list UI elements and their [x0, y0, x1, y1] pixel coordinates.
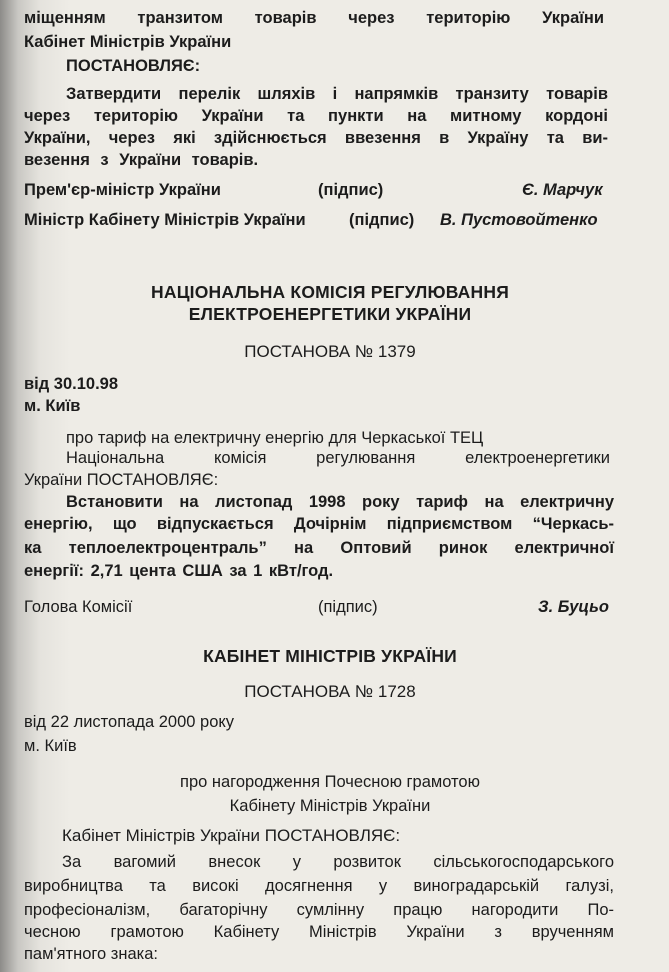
document-date: від 30.10.98: [24, 375, 119, 393]
organization-heading: НАЦІОНАЛЬНА КОМІСІЯ РЕГУЛЮВАННЯ: [151, 282, 509, 302]
signature-mark: (підпис): [318, 181, 384, 199]
paragraph-line: енергію, що відпускається Дочірнім підприємством “Черкась-: [24, 515, 614, 533]
signature-name: В. Пустовойтенко: [440, 211, 598, 229]
document-place: м. Київ: [24, 737, 77, 755]
paragraph-line: За вагомий внесок у розвиток сільськогосподарського: [62, 853, 614, 871]
signature-name: Є. Марчук: [522, 181, 603, 199]
signature-title: Міністр Кабінету Міністрів України: [24, 211, 306, 229]
paragraph-line: Затвердити перелік шляхів і напрямків транзиту товарів: [66, 85, 608, 103]
document-title: ПОСТАНОВА № 1379: [244, 342, 416, 361]
document-subject: про тариф на електричну енергію для Черкаської ТЕЦ: [66, 429, 484, 447]
paragraph-line: професіоналізм, багаторічну сумлінну працю нагородити По-: [24, 901, 614, 919]
paragraph-line: пам'ятного знака:: [24, 945, 158, 963]
signature-mark: (підпис): [349, 211, 415, 229]
paragraph-line: Встановити на листопад 1998 року тариф на електричну: [66, 493, 614, 511]
signature-title: Голова Комісії: [24, 598, 133, 616]
signature-name: З. Буцьо: [538, 598, 609, 616]
paragraph-line: України, через які здійснюється ввезення в Україну та ви-: [24, 129, 608, 147]
organization-heading: КАБІНЕТ МІНІСТРІВ УКРАЇНИ: [203, 646, 457, 666]
resolves-keyword: ПОСТАНОВЛЯЄ:: [66, 57, 201, 75]
paragraph-line: Національна комісія регулювання електроенергетики: [66, 449, 610, 467]
paragraph-line: енергії: 2,71 цента США за 1 кВт/год.: [24, 562, 334, 580]
signature-mark: (підпис): [318, 598, 378, 616]
organization-heading: ЕЛЕКТРОЕНЕРГЕТИКИ УКРАЇНИ: [188, 304, 472, 324]
paragraph-line: через територію України та пункти на митному кордоні: [24, 107, 608, 125]
paragraph-line: Кабінет Міністрів України ПОСТАНОВЛЯЄ:: [62, 826, 401, 845]
document-place: м. Київ: [24, 397, 81, 415]
document-subject: про нагородження Почесною грамотою: [180, 773, 480, 791]
paragraph-line: ка теплоелектроцентраль” на Оптовий ринок електричної: [24, 539, 614, 557]
document-subject: Кабінету Міністрів України: [229, 797, 431, 815]
document-date: від 22 листопада 2000 року: [24, 713, 235, 731]
paragraph-line: Кабінет Міністрів України: [24, 33, 232, 51]
paragraph-line: України ПОСТАНОВЛЯЄ:: [24, 471, 219, 489]
document-title: ПОСТАНОВА № 1728: [244, 682, 416, 701]
paragraph-line: міщенням транзитом товарів через територію України: [24, 9, 604, 27]
signature-title: Прем'єр-міністр України: [24, 181, 221, 199]
paragraph-line: чесною грамотою Кабінету Міністрів України з врученням: [24, 923, 614, 941]
paragraph-line: везення з України товарів.: [24, 151, 259, 169]
paragraph-line: виробництва та високі досягнення у виноградарській галузі,: [24, 877, 614, 895]
